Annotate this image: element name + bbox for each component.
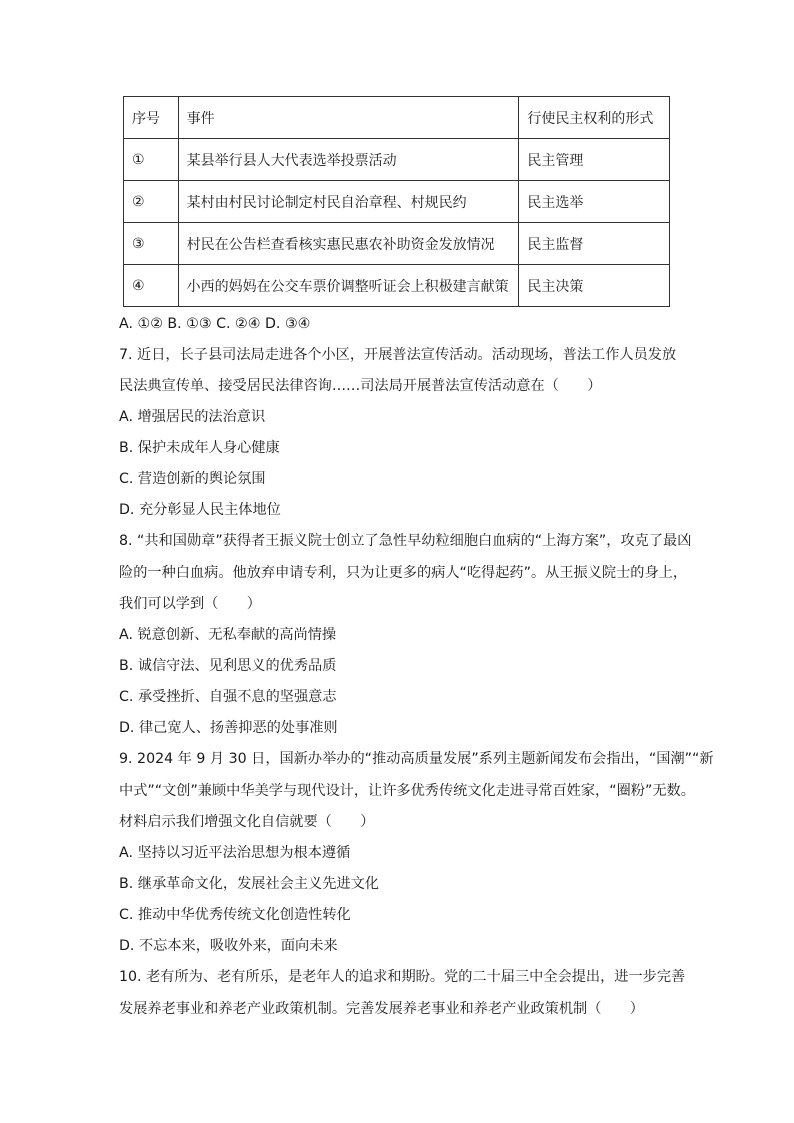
q8-stem-line2: 险的一种白血病。他放弃申请专利，只为让更多的病人“吃得起药”。从王振义院士的身上， (119, 565, 688, 581)
q8-stem-line1: 8. “共和国勋章”获得者王振义院士创立了急性早幼粒细胞白血病的“上海方案”，攻克了最凶 (119, 533, 692, 549)
q7-stem-line2: 民法典宣传单、接受居民法律咨询……司法局开展普法宣传活动意在（ ） (119, 378, 602, 394)
q9-option-b: B. 继承革命文化，发展社会主义先进文化 (119, 876, 379, 892)
q8-option-c: C. 承受挫折、自强不息的坚强意志 (119, 689, 337, 705)
q9-option-c: C. 推动中华优秀传统文化创造性转化 (119, 907, 351, 923)
table-cell: 民主选举 (519, 181, 670, 223)
q7-option-a: A. 增强居民的法治意识 (119, 409, 266, 425)
header-cell-number: 序号 (124, 97, 179, 139)
q8-stem-line3: 我们可以学到（ ） (119, 596, 261, 612)
header-cell-form: 行使民主权利的形式 (519, 97, 670, 139)
table-row (124, 181, 670, 223)
q7-option-c: C. 营造创新的舆论氛围 (119, 471, 266, 487)
table-cell: 民主管理 (519, 139, 670, 181)
q10-stem-line2: 发展养老事业和养老产业政策机制。完善发展养老事业和养老产业政策机制（ ） (119, 1001, 644, 1017)
table-cell: 民主监督 (519, 223, 670, 265)
table-cell: 民主决策 (519, 265, 670, 307)
table-cell: 某村由村民讨论制定村民自治章程、村规民约 (178, 181, 519, 223)
table-cell: 某县举行县人大代表选举投票活动 (178, 139, 519, 181)
q9-option-d: D. 不忘本来，吸收外来，面向未来 (119, 938, 338, 954)
table-row (124, 265, 670, 307)
table-row (124, 139, 670, 181)
q7-option-d: D. 充分彰显人民主体地位 (119, 502, 281, 518)
q9-stem-line3: 材料启示我们增强文化自信就要（ ） (119, 814, 375, 830)
q9-stem-line1: 9. 2024 年 9 月 30 日，国新办举办的“推动高质量发展”系列主题新闻发布会指出，“国潮”“新 (119, 751, 714, 767)
table-cell: ① (124, 139, 179, 181)
header-cell-event: 事件 (178, 97, 519, 139)
q8-option-d: D. 律己宽人、扬善抑恶的处事准则 (119, 720, 338, 736)
q10-stem-line1: 10. 老有所为、老有所乐，是老年人的追求和期盼。党的二十届三中全会提出，进一步完善 (119, 969, 686, 985)
table-header-row (124, 97, 670, 139)
table-cell: 小西的妈妈在公交车票价调整听证会上积极建言献策 (178, 265, 519, 307)
table-row (124, 223, 670, 265)
q8-option-a: A. 锐意创新、无私奉献的高尚情操 (119, 627, 337, 643)
q6-options: A. ①② B. ①③ C. ②④ D. ③④ (119, 316, 311, 332)
q8-option-b: B. 诚信守法、见利思义的优秀品质 (119, 658, 337, 674)
table-cell: 村民在公告栏查看核实惠民惠农补助资金发放情况 (178, 223, 519, 265)
table-cell: ② (124, 181, 179, 223)
table-cell: ③ (124, 223, 179, 265)
events-table (123, 96, 670, 307)
q7-stem-line1: 7. 近日，长子县司法局走进各个小区，开展普法宣传活动。活动现场，普法工作人员发放 (119, 347, 677, 363)
q9-stem-line2: 中式”“文创”兼顾中华美学与现代设计，让许多优秀传统文化走进寻常百姓家，“圈粉”无数。 (119, 783, 695, 799)
table-cell: ④ (124, 265, 179, 307)
q9-option-a: A. 坚持以习近平法治思想为根本遵循 (119, 845, 351, 861)
q7-option-b: B. 保护未成年人身心健康 (119, 440, 280, 456)
